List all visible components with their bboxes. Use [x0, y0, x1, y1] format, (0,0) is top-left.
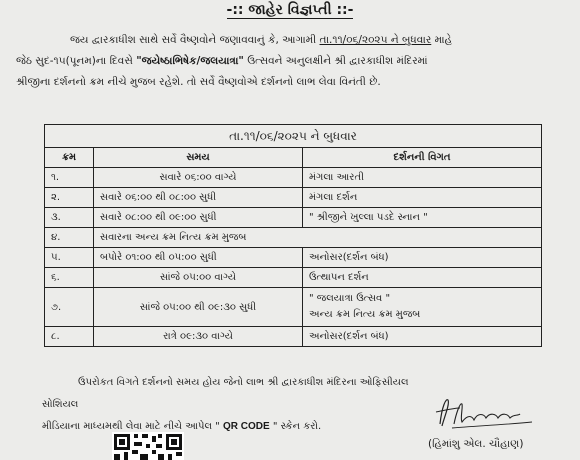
notice-title: -:: જાહેર વિજ્ઞપ્તી ::- [226, 2, 354, 18]
column-header-row [45, 148, 542, 168]
intro-event: "જયેષ્ઠાભિષેક/જલયાત્રા" [136, 55, 244, 67]
row-time: સવારે ૦૮:૦૦ થી ૦૯:૦૦ સુધી [94, 208, 303, 228]
row-time: સવારે ૦૬:૦૦ થી ૦૮:૦૦ સુધી [94, 188, 303, 208]
qr-code-image[interactable] [112, 432, 184, 460]
row-number: ૪. [45, 228, 94, 248]
schedule-table [44, 124, 542, 347]
intro-line-3: શ્રીજીના દર્શનનો ક્રમ નીચે મુજબ રહેશે. તો સર્વે વૈષ્ણવોએ દર્શનનો લાભ લેવા વિનંતી છે. [16, 76, 381, 88]
table-row [45, 268, 542, 288]
row-number: ૧. [45, 168, 94, 188]
row-detail: " શ્રીજીને ખુલ્લા પડદે સ્નાન " [303, 208, 542, 228]
row-time: બપોરે ૦૧:૦૦ થી ૦૫:૦૦ સુધી [94, 248, 303, 268]
row-detail: મંગલા આરતી [303, 168, 542, 188]
signatory-name: (હિમાંશુ એલ. ચૌહાણ) [428, 438, 524, 450]
table-row [45, 327, 542, 347]
row-detail-line-2: અન્ય ક્રમ નિત્ય ક્રમ મુજબ [309, 309, 421, 320]
table-row [45, 248, 542, 268]
intro-date: તા.૧૧/૦૬/૨૦૨૫ ને બુધવાર [319, 34, 432, 46]
row-detail: ઉત્થાપન દર્શન [303, 268, 542, 288]
table-row [45, 228, 542, 248]
row-detail: અનોસર(દર્શન બંધ) [303, 248, 542, 268]
row-detail [303, 288, 542, 327]
row-number: ૭. [45, 288, 94, 327]
col-time-header: સમય [94, 148, 303, 168]
qr-code-label: QR CODE [222, 421, 270, 432]
row-detail: મંગલા દર્શન [303, 188, 542, 208]
notice-intro [16, 30, 564, 93]
footer-note [42, 372, 422, 438]
table-row [45, 188, 542, 208]
col-num-header: ક્રમ [45, 148, 94, 168]
row-time: સવારે ૦૬:૦૦ વાગ્યે [94, 168, 303, 188]
row-merged-detail: સવારના અન્ય ક્રમ નિત્ય ક્રમ મુજબ [94, 228, 542, 248]
footer-line-1: ઉપરોકત વિગતે દર્શનનો સમય હોય જેનો લાભ શ્રી દ્વારકાધીશ મંદિરના ઓફિસીયલ સોશિયલ [42, 377, 409, 410]
table-row [45, 208, 542, 228]
row-time: સાંજે ૦૫:૦૦ વાગ્યે [94, 268, 303, 288]
table-row [45, 168, 542, 188]
footer-line-2: મીડિયાના માધ્યમથી લેવા માટે નીચે આપેલ " QR CODE " સ્કેન કરો. [42, 421, 322, 432]
table-row [45, 288, 542, 327]
table-date-header: તા.૧૧/૦૬/૨૦૨૫ ને બુધવાર [45, 125, 542, 148]
row-number: ૨. [45, 188, 94, 208]
intro-line-2: જેઠ સુદ-૧૫(પૂનમ)ના દિવસે "જયેષ્ઠાભિષેક/જલયાત્રા" ઉત્સવને અનુલક્ષીને શ્રી દ્વારકાધીશ મંદિરમાં [16, 55, 428, 67]
row-number: ૮. [45, 327, 94, 347]
row-detail-line-1: " જલયાત્રા ઉત્સવ " [309, 293, 391, 304]
row-time: રાત્રે ૦૯:૩૦ વાગ્યે [94, 327, 303, 347]
col-detail-header: દર્શનની વિગત [303, 148, 542, 168]
handwritten-signature [432, 394, 542, 430]
table-header-row [45, 125, 542, 148]
row-number: ૩. [45, 208, 94, 228]
intro-line-1: જય દ્વારકાધીશ સાથે સર્વે વૈષ્ણવોને જણાવવાનું કે, આગામી તા.૧૧/૦૬/૨૦૨૫ ને બુધવાર માહે [70, 34, 453, 46]
row-time: સાંજે ૦૫:૦૦ થી ૦૯:૩૦ સુધી [94, 288, 303, 327]
row-number: ૬. [45, 268, 94, 288]
row-detail: અનોસર(દર્શન બંધ) [303, 327, 542, 347]
row-number: ૫. [45, 248, 94, 268]
